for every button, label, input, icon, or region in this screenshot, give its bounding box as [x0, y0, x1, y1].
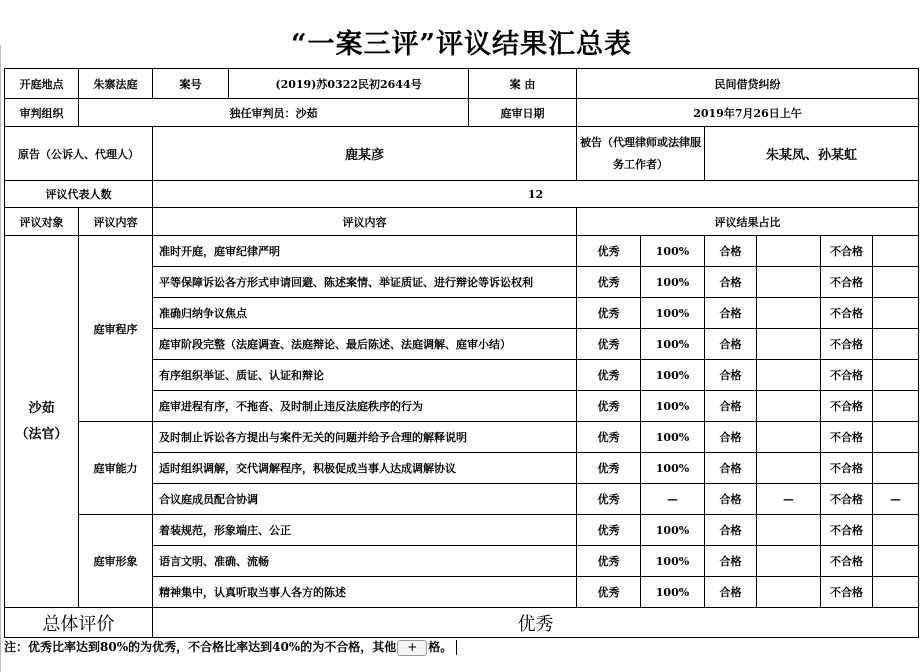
grade-fail-label: 不合格	[821, 577, 873, 608]
grade-excellent-label: 优秀	[577, 329, 641, 360]
pass-ratio	[757, 329, 821, 360]
evaluation-row	[5, 422, 919, 453]
grade-fail-label: 不合格	[821, 267, 873, 298]
pass-ratio	[757, 577, 821, 608]
fail-ratio	[873, 453, 919, 484]
grade-pass-label: 合格	[705, 484, 757, 515]
grade-pass-label: 合格	[705, 360, 757, 391]
case-no-label: 案号	[153, 69, 229, 99]
text-caret	[456, 640, 457, 655]
excellent-ratio: 100%	[641, 360, 705, 391]
pass-ratio	[757, 422, 821, 453]
footnote-tail: 格。	[428, 640, 453, 654]
court-location-label: 开庭地点	[5, 69, 79, 99]
grade-pass-label: 合格	[705, 236, 757, 267]
grade-excellent-label: 优秀	[577, 484, 641, 515]
evaluation-row	[5, 515, 919, 546]
evaluation-row	[5, 236, 919, 267]
grade-pass-label: 合格	[705, 298, 757, 329]
excellent-ratio: 100%	[641, 267, 705, 298]
page-title: “一案三评”评议结果汇总表	[290, 29, 633, 60]
fail-ratio	[873, 298, 919, 329]
excellent-ratio: 100%	[641, 236, 705, 267]
fail-ratio	[873, 267, 919, 298]
header-row-1	[5, 69, 919, 99]
item-text: 庭审阶段完整（法庭调查、法庭辩论、最后陈述、法庭调解、庭审小结）	[153, 329, 577, 360]
item-text: 及时制止诉讼各方提出与案件无关的问题并给予合理的解释说明	[153, 422, 577, 453]
col-content-cat-header: 评议内容	[79, 208, 153, 236]
grade-fail-label: 不合格	[821, 453, 873, 484]
grade-pass-label: 合格	[705, 267, 757, 298]
grade-excellent-label: 优秀	[577, 515, 641, 546]
panel-value: 独任审判员：沙茹	[79, 99, 469, 127]
item-text: 准时开庭，庭审纪律严明	[153, 236, 577, 267]
fail-ratio	[873, 236, 919, 267]
grade-excellent-label: 优秀	[577, 422, 641, 453]
item-text: 语言文明、准确、流畅	[153, 546, 577, 577]
grade-excellent-label: 优秀	[577, 298, 641, 329]
case-no-value: (2019)苏0322民初2644号	[229, 69, 469, 99]
grade-pass-label: 合格	[705, 577, 757, 608]
excellent-ratio: 100%	[641, 298, 705, 329]
pass-ratio	[757, 515, 821, 546]
fail-ratio: —	[873, 484, 919, 515]
excellent-ratio: 100%	[641, 546, 705, 577]
header-row-4	[5, 181, 919, 208]
defendant-value: 朱某凤、孙某虹	[705, 127, 919, 181]
item-text: 平等保障诉讼各方形式申请回避、陈述案情、举证质证、进行辩论等诉讼权利	[153, 267, 577, 298]
fail-ratio	[873, 422, 919, 453]
grade-fail-label: 不合格	[821, 484, 873, 515]
grade-pass-label: 合格	[705, 391, 757, 422]
pass-ratio	[757, 391, 821, 422]
fail-ratio	[873, 515, 919, 546]
court-location-value: 朱寨法庭	[79, 69, 153, 99]
item-text: 准确归纳争议焦点	[153, 298, 577, 329]
overall-row	[5, 608, 919, 638]
summary-table	[4, 68, 919, 638]
cause-label: 案 由	[469, 69, 577, 99]
overall-label: 总体评价	[5, 608, 153, 638]
fail-ratio	[873, 391, 919, 422]
item-text: 有序组织举证、质证、认证和辩论	[153, 360, 577, 391]
item-text: 着装规范，形象端庄、公正	[153, 515, 577, 546]
subject-role: （法官）	[15, 426, 68, 442]
fail-ratio	[873, 329, 919, 360]
grade-excellent-label: 优秀	[577, 577, 641, 608]
header-row-3	[5, 127, 919, 181]
plaintiff-label: 原告（公诉人、代理人）	[5, 127, 153, 181]
cause-value: 民间借贷纠纷	[577, 69, 919, 99]
excellent-ratio: 100%	[641, 329, 705, 360]
pass-ratio	[757, 453, 821, 484]
col-object-header: 评议对象	[5, 208, 79, 236]
grade-excellent-label: 优秀	[577, 360, 641, 391]
fail-ratio	[873, 577, 919, 608]
grade-fail-label: 不合格	[821, 236, 873, 267]
grade-excellent-label: 优秀	[577, 391, 641, 422]
grade-pass-label: 合格	[705, 422, 757, 453]
excellent-ratio: —	[641, 484, 705, 515]
hearing-date-value: 2019年7月26日上午	[577, 99, 919, 127]
excellent-ratio: 100%	[641, 422, 705, 453]
item-text: 庭审进程有序，不拖沓、及时制止违反法庭秩序的行为	[153, 391, 577, 422]
grade-fail-label: 不合格	[821, 329, 873, 360]
pass-ratio	[757, 546, 821, 577]
fail-ratio	[873, 360, 919, 391]
excellent-ratio: 100%	[641, 577, 705, 608]
grade-pass-label: 合格	[705, 329, 757, 360]
item-text: 合议庭成员配合协调	[153, 484, 577, 515]
grade-pass-label: 合格	[705, 546, 757, 577]
excellent-ratio: 100%	[641, 515, 705, 546]
pass-ratio	[757, 236, 821, 267]
group-name: 庭审形象	[79, 515, 153, 608]
defendant-label: 被告（代理律师或法律服务工作者）	[577, 127, 705, 181]
grade-fail-label: 不合格	[821, 391, 873, 422]
grade-fail-label: 不合格	[821, 422, 873, 453]
column-header-row	[5, 208, 919, 236]
overall-value: 优秀	[153, 608, 919, 638]
grade-excellent-label: 优秀	[577, 267, 641, 298]
excellent-ratio: 100%	[641, 453, 705, 484]
item-text: 精神集中，认真听取当事人各方的陈述	[153, 577, 577, 608]
header-row-2	[5, 99, 919, 127]
add-button[interactable]: +	[397, 640, 427, 656]
excellent-ratio: 100%	[641, 391, 705, 422]
grade-excellent-label: 优秀	[577, 236, 641, 267]
group-name: 庭审程序	[79, 236, 153, 422]
panel-label: 审判组织	[5, 99, 79, 127]
group-name: 庭审能力	[79, 422, 153, 515]
hearing-date-label: 庭审日期	[469, 99, 577, 127]
grade-pass-label: 合格	[705, 453, 757, 484]
grade-excellent-label: 优秀	[577, 546, 641, 577]
item-text: 适时组织调解，交代调解程序，积极促成当事人达成调解协议	[153, 453, 577, 484]
pass-ratio	[757, 298, 821, 329]
grade-fail-label: 不合格	[821, 515, 873, 546]
grade-fail-label: 不合格	[821, 360, 873, 391]
pass-ratio	[757, 267, 821, 298]
pass-ratio: —	[757, 484, 821, 515]
fail-ratio	[873, 546, 919, 577]
plaintiff-value: 鹿某彦	[153, 127, 577, 181]
grade-fail-label: 不合格	[821, 546, 873, 577]
page-edge-line	[0, 45, 1, 672]
footnote	[4, 638, 457, 656]
col-content-header: 评议内容	[153, 208, 577, 236]
rep-count-value: 12	[153, 181, 919, 208]
subject-name: 沙茹	[28, 400, 55, 416]
footnote-text: 注：优秀比率达到80%的为优秀，不合格比率达到40%的为不合格，其他	[4, 640, 397, 654]
subject-cell	[5, 236, 79, 608]
pass-ratio	[757, 360, 821, 391]
rep-count-label: 评议代表人数	[5, 181, 153, 208]
grade-pass-label: 合格	[705, 515, 757, 546]
col-result-header: 评议结果占比	[577, 208, 919, 236]
grade-fail-label: 不合格	[821, 298, 873, 329]
grade-excellent-label: 优秀	[577, 453, 641, 484]
